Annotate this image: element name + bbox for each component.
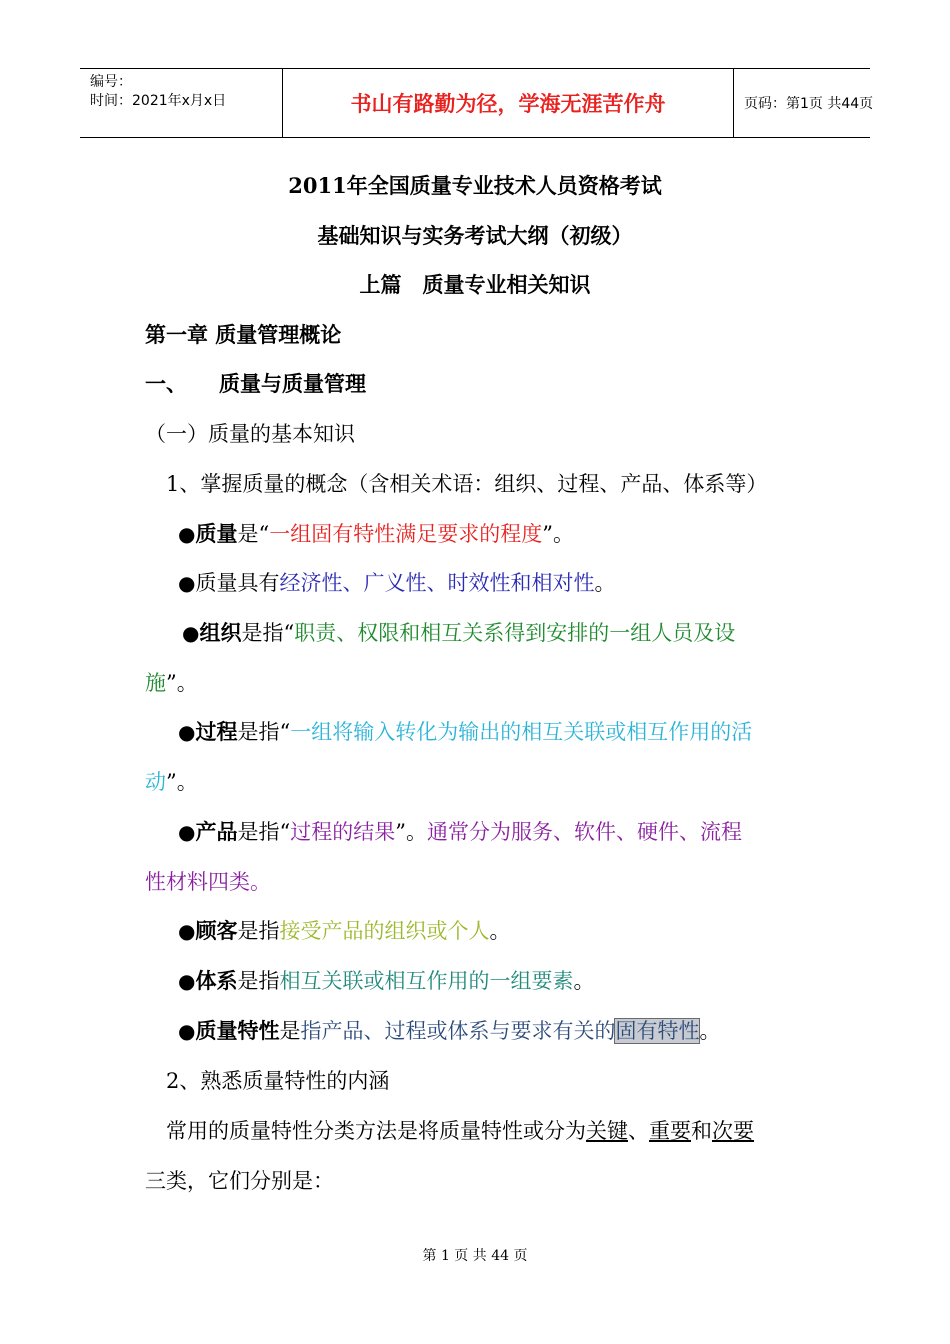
bullet-characteristic [178,1017,720,1045]
connector: 是指“ [237,720,291,744]
end: ”。 [166,770,198,794]
bullet-process [178,718,752,746]
title-line-2: 基础知识与实务考试大纲（初级） [317,223,633,248]
bullet-traits [178,569,615,597]
extra: 通常分为服务、软件、硬件、流程 [426,820,742,844]
paragraph-line-1 [166,1117,754,1145]
connector: 是指“ [237,820,291,844]
end: 。 [699,1019,721,1043]
page-footer: 第 1 页 共 44 页 [422,1248,528,1264]
definition: 一组固有特性满足要求的程度 [269,522,543,546]
section-number: 一、 [145,371,187,396]
definition: 过程的结果 [290,820,396,844]
highlighted-term: 固有特性 [615,1019,700,1043]
header-meta [80,69,282,137]
bullet-dot: ● [178,820,196,844]
bullet-organization-cont [145,669,198,697]
keyword-critical: 关键 [586,1119,628,1143]
chapter-heading: 第一章 质量管理概论 [145,322,342,347]
connector: 是指 [237,919,280,943]
bullet-organization [182,619,735,647]
bullet-dot: ● [178,1019,196,1043]
bullet-dot: ● [178,522,196,546]
item-2: 2、熟悉质量特性的内涵 [166,1069,390,1093]
lead: 质量具有 [195,571,280,595]
keyword-important: 重要 [649,1119,691,1143]
term: 组织 [199,620,242,645]
term: 产品 [195,819,238,844]
bullet-product [178,818,742,846]
header-motto: 书山有路勤为径，学海无涯苦作舟 [282,69,734,137]
subsection-heading: （一）质量的基本知识 [145,422,355,446]
end: ”。 [166,671,198,695]
title-line-3: 上篇 质量专业相关知识 [359,272,591,297]
definition: 职责、权限和相互关系得到安排的一组人员及设 [294,621,736,645]
definition-cont: 施 [145,671,166,695]
bullet-process-cont [145,768,198,796]
end: 。 [489,919,511,943]
definition: 指产品、过程或体系与要求有关的 [300,1019,616,1043]
term: 质量 [195,521,238,546]
separator: 和 [691,1119,712,1143]
time-label: 时间：2021年x月x日 [90,93,227,109]
bullet-dot: ● [178,919,196,943]
definition: 相互关联或相互作用的一组要素 [279,969,574,993]
connector: 是指“ [241,621,295,645]
section-heading [145,370,366,398]
paragraph-line-2: 三类，它们分别是： [145,1169,334,1193]
header-page-info: 页码：第1页 共44页 [744,96,874,112]
header-table [80,68,874,138]
title-line-1: 2011年全国质量专业技术人员资格考试 [288,173,662,198]
bullet-quality [178,520,574,548]
end: ”。 [542,522,574,546]
definition-cont: 动 [145,770,166,794]
connector: 是“ [237,522,270,546]
bullet-customer [178,917,510,945]
separator: 、 [628,1119,649,1143]
term: 质量特性 [195,1018,280,1043]
end: 。 [573,969,595,993]
keyword-minor: 次要 [712,1119,754,1143]
connector: 是指 [237,969,280,993]
term: 过程 [195,719,238,744]
para-lead: 常用的质量特性分类方法是将质量特性或分为 [166,1119,586,1143]
bullet-dot: ● [178,969,196,993]
bullet-dot: ● [178,720,196,744]
definition: 经济性、广义性、时效性和相对性 [279,571,595,595]
section-title: 质量与质量管理 [219,371,366,396]
definition: 接受产品的组织或个人 [279,919,490,943]
bullet-dot: ● [182,621,200,645]
connector: 是 [279,1019,301,1043]
bullet-product-cont [145,868,271,896]
end: 。 [594,571,616,595]
extra-cont: 性材料四类。 [145,870,271,894]
term: 体系 [195,968,238,993]
item-1: 1、掌握质量的概念（含相关术语：组织、过程、产品、体系等） [166,472,768,496]
term: 顾客 [195,918,238,943]
bullet-dot: ● [178,571,196,595]
mid: ”。 [395,820,427,844]
number-label: 编号： [90,74,132,90]
bullet-system [178,967,594,995]
definition: 一组将输入转化为输出的相互关联或相互作用的活 [290,720,753,744]
